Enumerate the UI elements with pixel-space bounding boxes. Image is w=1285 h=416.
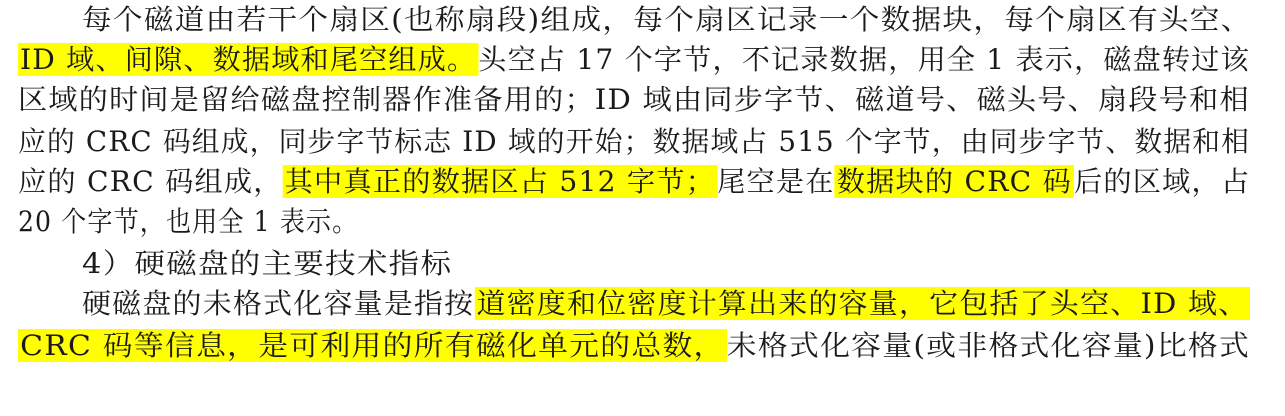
body-text: 区域的时间是留给磁盘控制器作准备用的；ID 域由同步字节、磁道号、磁头号、扇段号和相: [18, 83, 1250, 116]
body-text: 尾空是在: [717, 165, 835, 198]
text-line-4: [18, 122, 1250, 162]
body-text: 硬磁盘的未格式化容量是指按: [82, 287, 475, 320]
highlighted-text: 数据块的 CRC 码: [835, 165, 1074, 198]
highlighted-text: 其中真正的数据区占 512 字节；: [283, 165, 717, 198]
body-text: 后的区域，占: [1073, 165, 1251, 198]
section-heading: [82, 244, 452, 284]
text-line-1: [82, 0, 1252, 40]
body-text: 每个磁道由若干个扇区(也称扇段)组成，每个扇区记录一个数据块，每个扇区有头空、: [82, 3, 1252, 36]
body-text: 未格式化容量(或非格式化容量)比格式: [726, 329, 1251, 362]
body-text: 应的 CRC 码组成，: [18, 165, 283, 198]
text-line-2: [18, 40, 1250, 80]
highlighted-text: ID 域、间隙、数据域和尾空组成。: [18, 43, 478, 76]
text-line-8: [82, 284, 1250, 324]
body-text: 4）硬磁盘的主要技术指标: [82, 247, 453, 280]
body-text: 20 个字节，也用全 1 表示。: [18, 205, 359, 238]
text-line-5: [18, 162, 1250, 202]
body-text: 应的 CRC 码组成，同步字节标志 ID 域的开始；数据域占 515 个字节，由同步字节、数据和相: [18, 125, 1251, 158]
body-text: 头空占 17 个字节，不记录数据，用全 1 表示，磁盘转过该: [478, 43, 1250, 76]
text-line-6: [18, 202, 358, 242]
text-line-9: [18, 326, 1250, 366]
text-line-3: [18, 80, 1250, 120]
highlighted-text: 道密度和位密度计算出来的容量，它包括了头空、ID 域、: [474, 287, 1250, 320]
highlighted-text: CRC 码等信息，是可利用的所有磁化单元的总数，: [18, 329, 727, 362]
